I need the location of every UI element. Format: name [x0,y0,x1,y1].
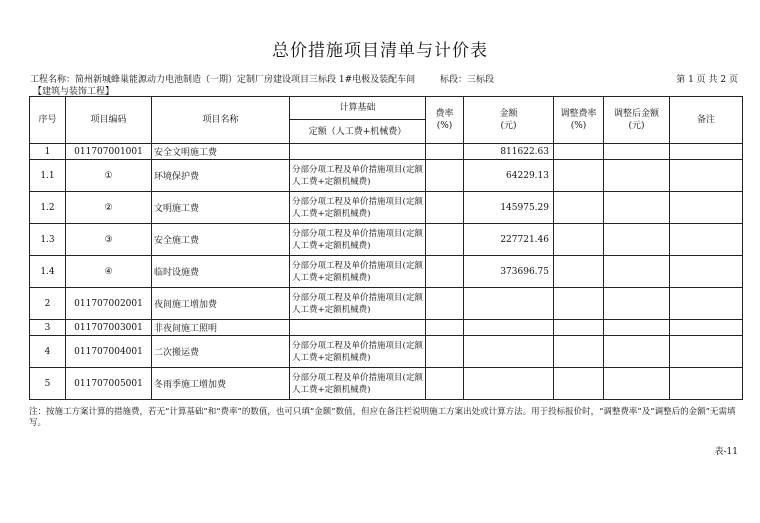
header-basis: 计算基础 [290,97,426,120]
row-adj-rate [554,224,604,256]
footnote: 注：按施工方案计算的措施费，若无“计算基础”和“费率”的数值，也可只填“金额”数值，但应在备注栏说明施工方案出处或计算方法。用于投标报价时，“调整费率”及“调整后的金额”无需填写。 [29,407,736,428]
row-remark [670,256,743,288]
header-adj-amount-label: 调整后金额 [613,109,659,119]
header-adj-amount [604,97,670,144]
row-adj-amount [604,160,670,192]
table-row [30,192,743,224]
row-name: 文明施工费 [152,192,290,224]
row-remark [670,336,743,368]
row-rate [426,256,464,288]
row-adj-amount [604,336,670,368]
table-row [30,336,743,368]
table-row [30,368,743,400]
row-amount: 227721.46 [464,224,554,256]
row-adj-amount [604,144,670,160]
row-name: 安全文明施工费 [152,144,290,160]
table-row [30,160,743,192]
row-remark [670,368,743,400]
row-code: 011707002001 [66,288,152,320]
row-amount: 811622.63 [464,144,554,160]
row-name: 安全施工费 [152,224,290,256]
header-adj-rate-label: 调整费率 [560,109,597,119]
table-row [30,224,743,256]
header-adj-amount-unit: (元) [628,121,645,131]
row-adj-rate [554,144,604,160]
row-amount [464,320,554,336]
row-rate [426,224,464,256]
row-adj-amount [604,224,670,256]
header-rate-label: 费率 [435,109,454,119]
header-amount-unit: (元) [500,121,517,131]
section-label: 标段：三标段 [440,75,495,85]
row-amount: 373696.75 [464,256,554,288]
row-name: 二次搬运费 [152,336,290,368]
row-remark [670,320,743,336]
row-adj-amount [604,256,670,288]
row-amount [464,336,554,368]
row-remark [670,144,743,160]
measures-table [29,96,743,400]
header-amount-label: 金额 [499,109,518,119]
table-body [30,144,743,400]
row-rate [426,160,464,192]
row-seq: 1 [30,144,66,160]
row-amount [464,288,554,320]
table-number: 表-11 [714,447,738,457]
row-rate [426,368,464,400]
row-name: 临时设施费 [152,256,290,288]
row-basis: 分部分项工程及单价措施项目(定额人工费+定额机械费) [290,160,426,192]
row-adj-rate [554,160,604,192]
header-remark: 备注 [670,97,743,144]
row-rate [426,144,464,160]
project-name: 工程名称：简州新城蜂巢能源动力电池制造（一期）定制厂房建设项目三标段 1#电极及装配车间 [30,75,416,85]
header-adj-rate-unit: (%) [570,121,587,131]
row-seq: 1.3 [30,224,66,256]
row-seq: 5 [30,368,66,400]
table-row [30,144,743,160]
row-seq: 3 [30,320,66,336]
row-code: ② [66,192,152,224]
row-seq: 1.2 [30,192,66,224]
row-code: ① [66,160,152,192]
row-adj-rate [554,336,604,368]
header-rate-unit: (%) [436,121,453,131]
row-adj-rate [554,256,604,288]
row-rate [426,192,464,224]
row-code: 011707001001 [66,144,152,160]
row-adj-rate [554,192,604,224]
row-code: 011707004001 [66,336,152,368]
header-amount [464,97,554,144]
row-rate [426,336,464,368]
row-adj-amount [604,192,670,224]
row-remark [670,288,743,320]
row-basis: 分部分项工程及单价措施项目(定额人工费+定额机械费) [290,224,426,256]
row-adj-amount [604,288,670,320]
row-basis: 分部分项工程及单价措施项目(定额人工费+定额机械费) [290,192,426,224]
header-basis-sub: 定额（人工费+机械费） [290,120,426,144]
row-code: 011707003001 [66,320,152,336]
row-code: 011707005001 [66,368,152,400]
row-adj-rate [554,368,604,400]
row-seq: 2 [30,288,66,320]
row-amount: 64229.13 [464,160,554,192]
row-seq: 1.1 [30,160,66,192]
header-rate [426,97,464,144]
row-adj-amount [604,320,670,336]
row-basis [290,144,426,160]
table-row [30,288,743,320]
page-number: 第 1 页 共 2 页 [676,75,738,85]
row-name: 夜间施工增加费 [152,288,290,320]
row-seq: 4 [30,336,66,368]
row-amount [464,368,554,400]
row-basis: 分部分项工程及单价措施项目(定额人工费+定额机械费) [290,336,426,368]
page-title: 总价措施项目清单与计价表 [272,41,488,61]
header-seq: 序号 [30,97,66,144]
row-name: 环境保护费 [152,160,290,192]
row-remark [670,160,743,192]
table-row [30,320,743,336]
row-code: ④ [66,256,152,288]
row-rate [426,288,464,320]
row-adj-rate [554,320,604,336]
row-basis: 分部分项工程及单价措施项目(定额人工费+定额机械费) [290,288,426,320]
header-code: 项目编码 [66,97,152,144]
row-remark [670,192,743,224]
row-basis [290,320,426,336]
row-amount: 145975.29 [464,192,554,224]
row-basis: 分部分项工程及单价措施项目(定额人工费+定额机械费) [290,368,426,400]
row-remark [670,224,743,256]
row-seq: 1.4 [30,256,66,288]
category-label: 【建筑与装饰工程】 [33,87,115,97]
row-rate [426,320,464,336]
header-adj-rate [554,97,604,144]
row-name: 非夜间施工照明 [152,320,290,336]
row-name: 冬雨季施工增加费 [152,368,290,400]
row-adj-rate [554,288,604,320]
row-adj-amount [604,368,670,400]
row-code: ③ [66,224,152,256]
row-basis: 分部分项工程及单价措施项目(定额人工费+定额机械费) [290,256,426,288]
header-name: 项目名称 [152,97,290,144]
table-row [30,256,743,288]
